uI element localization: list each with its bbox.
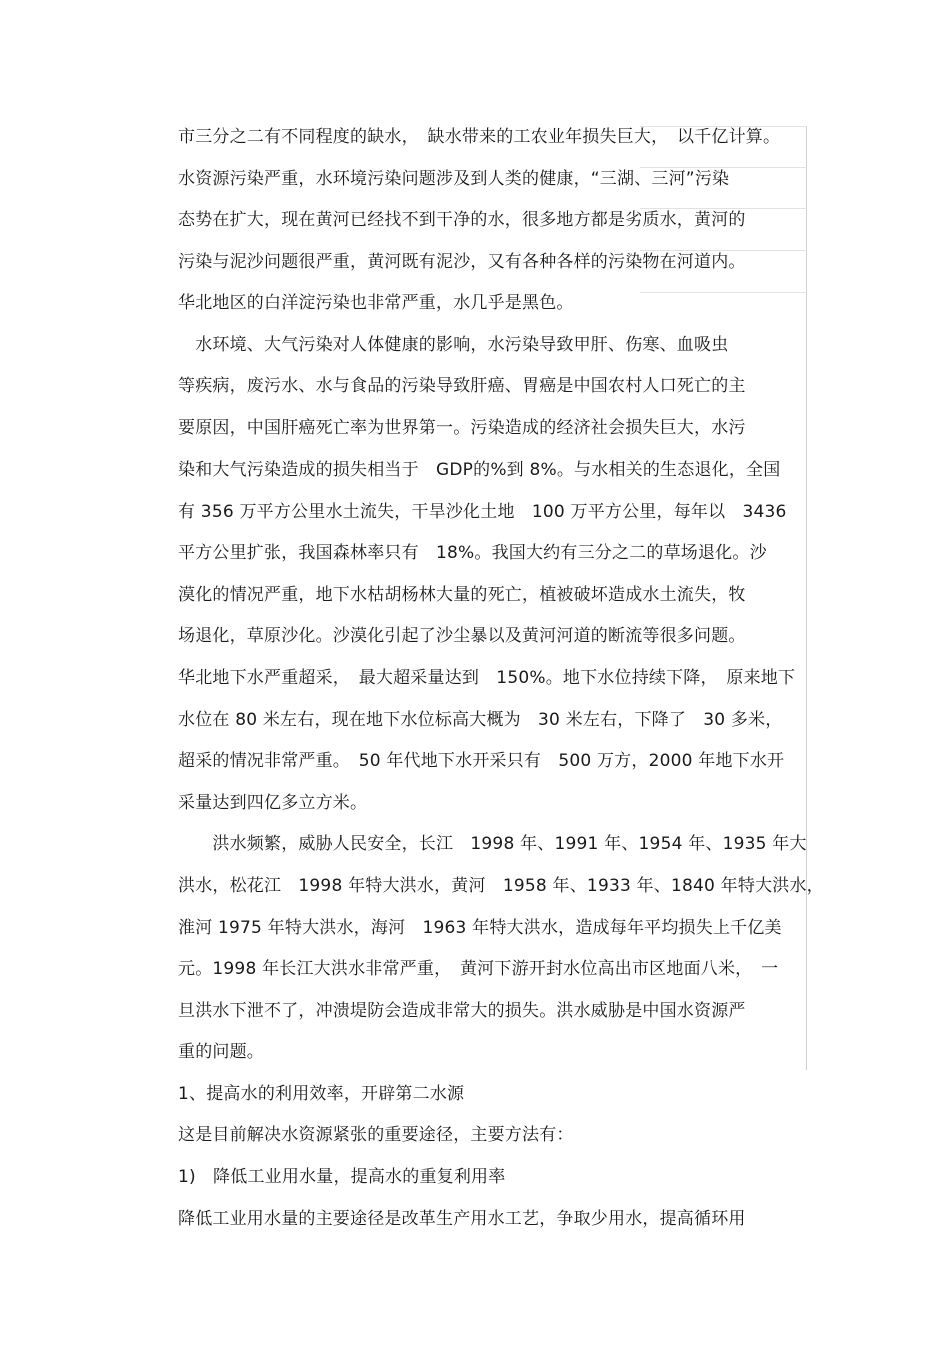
text-line: 旦洪水下泄不了，冲溃堤防会造成非常大的损失。洪水威胁是中国水资源严 [178, 1001, 746, 1021]
text-line: 等疾病，废污水、水与食品的污染导致肝癌、胃癌是中国农村人口死亡的主 [178, 376, 746, 396]
text-line: 这是目前解决水资源紧张的重要途径，主要方法有： [178, 1125, 574, 1145]
text-line: 污染与泥沙问题很严重，黄河既有泥沙，又有各种各样的污染物在河道内。 [178, 252, 746, 272]
text-line: 采量达到四亿多立方米。 [178, 793, 368, 813]
text-line: 态势在扩大，现在黄河已经找不到干净的水，很多地方都是劣质水，黄河的 [178, 210, 746, 230]
text-line: 场退化，草原沙化。沙漠化引起了沙尘暴以及黄河河道的断流等很多问题。 [178, 626, 746, 646]
text-line: 洪水，松花江 1998 年特大洪水，黄河 1958 年、1933 年、1840 年特大洪水， [178, 876, 824, 896]
text-line: 漠化的情况严重，地下水枯胡杨林大量的死亡，植被破坏造成水土流失，牧 [178, 585, 746, 605]
subsection-heading: 1) 降低工业用水量，提高水的重复利用率 [178, 1167, 506, 1187]
text-line: 水位在 80 米左右，现在地下水位标高大概为 30 米左右，下降了 30 多米， [178, 710, 783, 730]
text-line: 水环境、大气污染对人体健康的影响，水污染导致甲肝、伤寒、血吸虫 [178, 335, 729, 355]
text-line: 华北地下水严重超采， 最大超采量达到 150%。地下水位持续下降， 原来地下 [178, 668, 796, 688]
text-line: 华北地区的白洋淀污染也非常严重，水几乎是黑色。 [178, 293, 574, 313]
text-line: 洪水频繁，威胁人民安全，长江 1998 年、1991 年、1954 年、1935 年大 [178, 834, 807, 854]
text-line: 超采的情况非常严重。 50 年代地下水开采只有 500 万方，2000 年地下水开 [178, 751, 785, 771]
text-line: 淮河 1975 年特大洪水，海河 1963 年特大洪水，造成每年平均损失上千亿美 [178, 918, 782, 938]
text-line: 染和大气污染造成的损失相当于 GDP的%到 8%。与水相关的生态退化，全国 [178, 460, 781, 480]
section-heading: 1、提高水的利用效率，开辟第二水源 [178, 1084, 465, 1104]
text-line: 平方公里扩张，我国森林率只有 18%。我国大约有三分之二的草场退化。沙 [178, 543, 767, 563]
text-line: 降低工业用水量的主要途径是改革生产用水工艺，争取少用水，提高循环用 [178, 1209, 746, 1229]
text-line: 元。1998 年长江大洪水非常严重， 黄河下游开封水位高出市区地面八米， 一 [178, 959, 779, 979]
text-line: 市三分之二有不同程度的缺水， 缺水带来的工农业年损失巨大， 以千亿计算。 [178, 127, 781, 147]
text-line: 重的问题。 [178, 1042, 264, 1062]
text-line: 水资源污染严重，水环境污染问题涉及到人类的健康，“三湖、三河”污染 [178, 169, 730, 189]
text-line: 有 356 万平方公里水土流失，干旱沙化土地 100 万平方公里，每年以 3436 [178, 502, 787, 522]
text-line: 要原因，中国肝癌死亡率为世界第一。污染造成的经济社会损失巨大，水污 [178, 418, 746, 438]
